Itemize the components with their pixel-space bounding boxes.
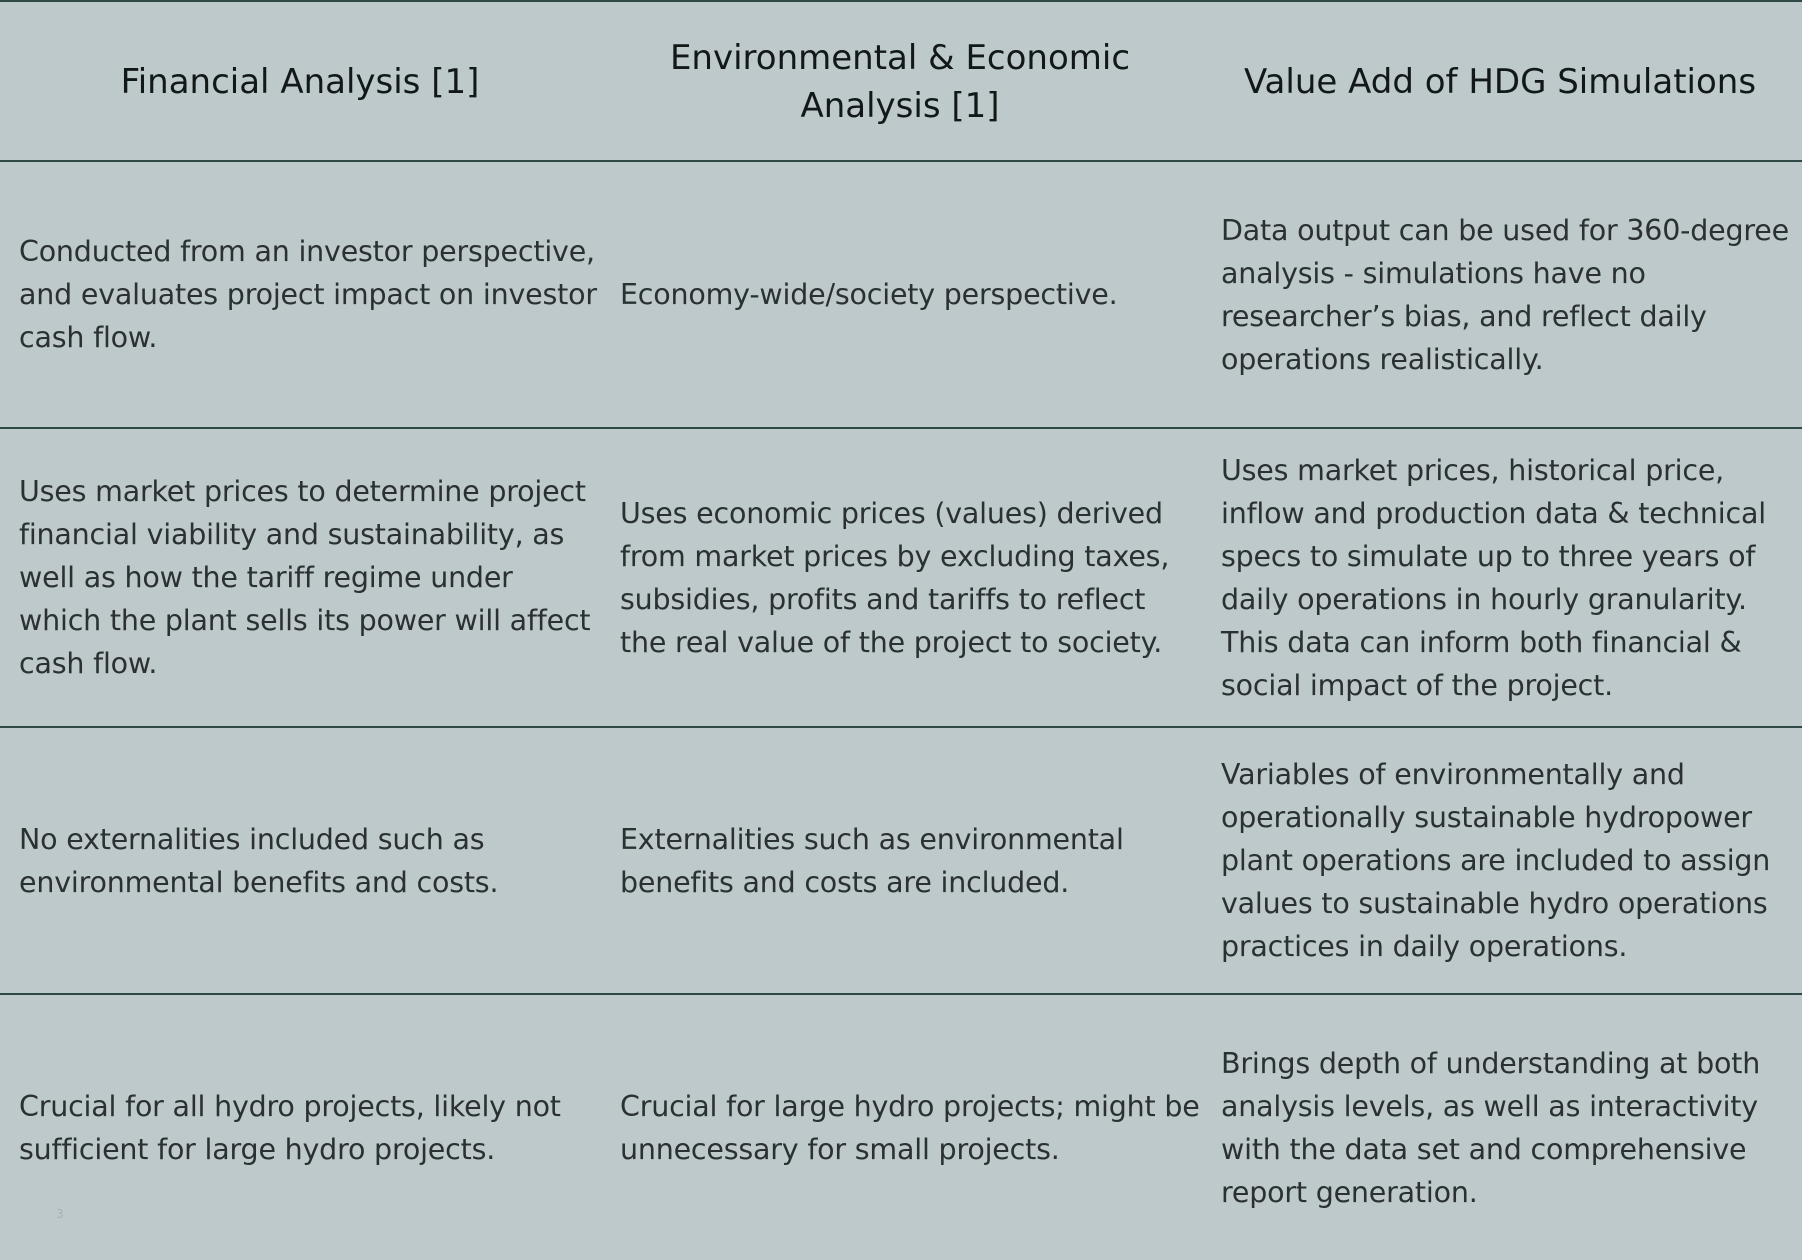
- table-row: [0, 429, 1802, 726]
- value-add-cell: Data output can be used for 360-degree analysis - simulations have no researcher’s bias, and reflect daily operations realistically.: [1221, 213, 1789, 376]
- table-row: [0, 728, 1802, 993]
- header-value-add-hdg-simulations: Value Add of HDG Simulations: [1243, 61, 1757, 102]
- financial-cell: Conducted from an investor perspective, and evaluates project impact on investor cash flow.: [19, 235, 597, 354]
- value-add-cell: Brings depth of understanding at both analysis levels, as well as interactivity with the data set and comprehensive report generation.: [1221, 1046, 1761, 1209]
- environmental-cell: Uses economic prices (values) derived from market prices by excluding taxes, subsidies, profits and tariffs to reflect the real value of the project to society.: [620, 496, 1170, 659]
- value-add-cell: Variables of environmentally and operationally sustainable hydropower plant operations are included to assign values to sustainable hydro operations practices in daily operations.: [1221, 758, 1771, 963]
- table-row: [0, 995, 1802, 1260]
- header-environmental-economic-analysis: Environmental & Economic Analysis [1]: [669, 37, 1131, 126]
- financial-cell: Uses market prices to determine project financial viability and sustainability, as well as how the tariff regime under which the plant sells its power will affect cash flow.: [19, 475, 591, 680]
- table-header-row: [0, 2, 1802, 161]
- value-add-cell: Uses market prices, historical price, inflow and production data & technical specs to simulate up to three years of daily operations in hourly granularity. This data can inform both financial & social impact of the project.: [1221, 453, 1766, 702]
- environmental-cell: Economy-wide/society perspective.: [620, 278, 1118, 311]
- financial-cell: Crucial for all hydro projects, likely not sufficient for large hydro projects.: [19, 1089, 561, 1166]
- header-financial-analysis: Financial Analysis [1]: [120, 61, 480, 102]
- table-row: [0, 162, 1802, 427]
- page-number: 3: [56, 1207, 64, 1221]
- environmental-cell: Crucial for large hydro projects; might be unnecessary for small projects.: [620, 1089, 1200, 1166]
- financial-cell: No externalities included such as environmental benefits and costs.: [19, 822, 499, 899]
- environmental-cell: Externalities such as environmental benefits and costs are included.: [620, 822, 1124, 899]
